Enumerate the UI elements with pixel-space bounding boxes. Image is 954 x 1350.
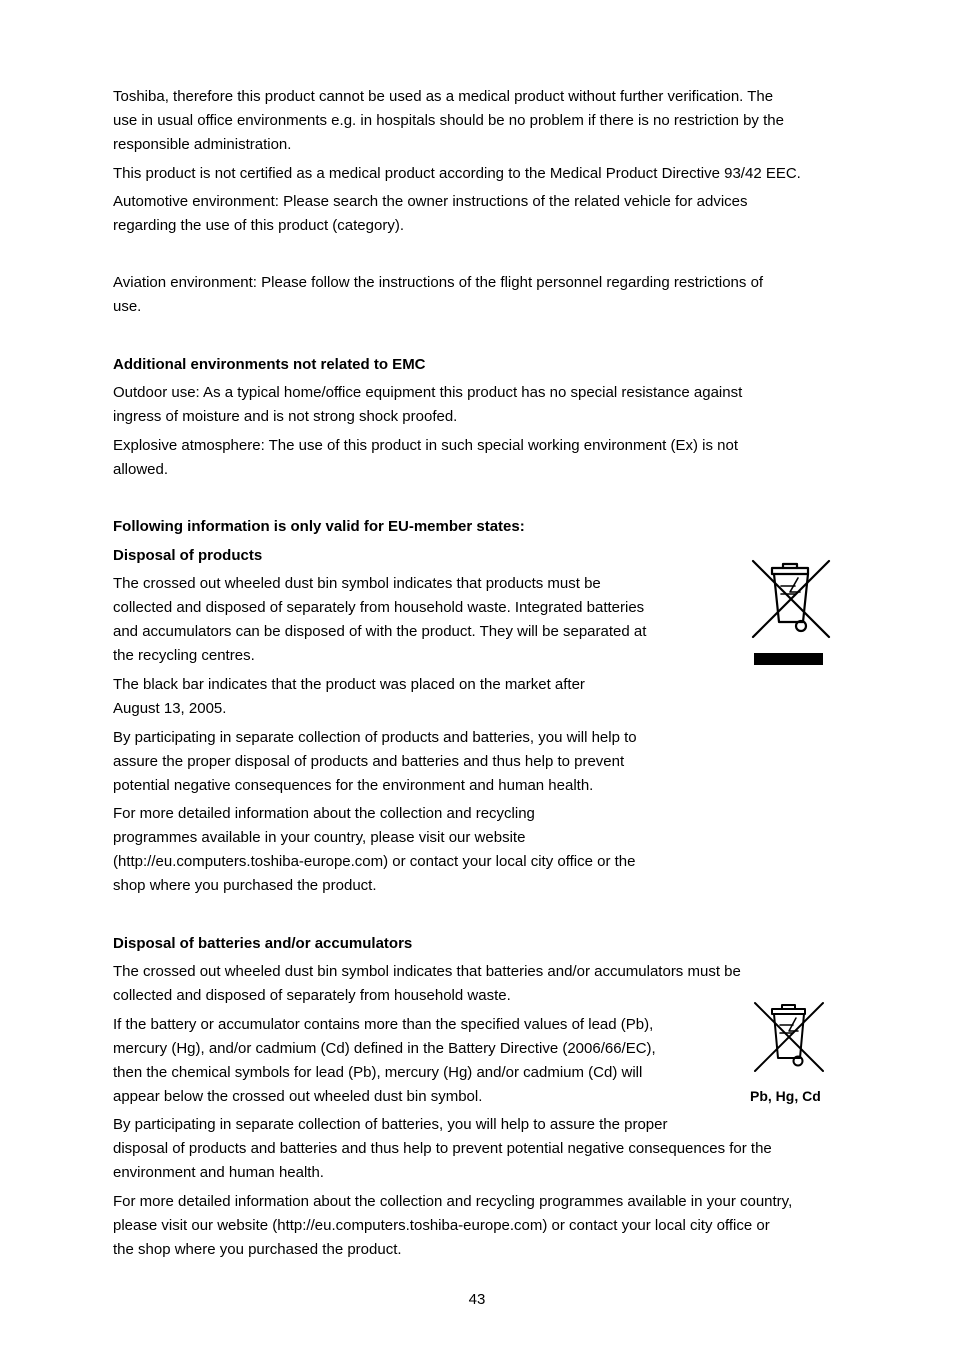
paragraph-automotive: Automotive environment: Please search the owner instructions of the related vehicle for advices regarding the use of this product (category). [113, 193, 748, 234]
heading-disposal-of-batteries: Disposal of batteries and/or accumulators [113, 935, 413, 952]
heading-additional-environments: Additional environments not related to EMC [113, 356, 426, 373]
heading-eu-member-states: Following information is only valid for EU-member states: [113, 518, 525, 535]
crossed-out-wheeled-bin-icon [750, 558, 832, 640]
paragraph-medical-certification: This product is not certified as a medical product according to the Medical Product Directive 93/42 EEC. [113, 165, 801, 182]
paragraph-separate-collection-products: By participating in separate collection of products and batteries, you will help to assure the proper disposal of products and batteries and thus help to prevent potential negative consequences for the environment and human health. [113, 729, 637, 794]
paragraph-black-bar: The black bar indicates that the product was placed on the market after August 13, 2005. [113, 676, 585, 717]
paragraph-bin-symbol-products: The crossed out wheeled dust bin symbol indicates that products must be collected and disposed of separately from household waste. Integrated batteries and accumulators can be disposed of with the product. They will be separated at the recycling centres. [113, 575, 647, 664]
paragraph-chemical-symbols: If the battery or accumulator contains more than the specified values of lead (Pb), mercury (Hg), and/or cadmium (Cd) defined in the Battery Directive (2006/66/EC), then the chemical symbols for lead (Pb), mercury (Hg) and/or cadmium (Cd) will appear below the crossed out wheeled dust bin symbol. [113, 1016, 656, 1105]
crossed-out-wheeled-bin-icon [752, 1000, 826, 1074]
paragraph-more-info-products: For more detailed information about the collection and recycling programmes available in your country, please visit our website (http://eu.computers.toshiba-europe.com) or contact your local city office or the shop where you purchased the product. [113, 805, 636, 894]
paragraph-aviation: Aviation environment: Please follow the instructions of the flight personnel regarding restrictions of use. [113, 274, 764, 315]
paragraph-outdoor-use: Outdoor use: As a typical home/office equipment this product has no special resistance against ingress of moisture and is not strong shock proofed. [113, 384, 743, 425]
battery-symbol-caption: Pb, Hg, Cd [750, 1088, 821, 1104]
paragraph-explosive-atmosphere: Explosive atmosphere: The use of this product in such special working environment (Ex) is not allowed. [113, 437, 739, 478]
paragraph-medical-verification: Toshiba, therefore this product cannot be used as a medical product without further verification. The use in usual office environments e.g. in hospitals should be no problem if there is no restriction by the responsible administration. [113, 88, 784, 153]
paragraph-bin-symbol-batteries: The crossed out wheeled dust bin symbol indicates that batteries and/or accumulators must be collected and disposed of separately from household waste. [113, 963, 741, 1004]
paragraph-more-info-batteries: For more detailed information about the collection and recycling programmes available in your country, please visit our website (http://eu.computers.toshiba-europe.com) or contact your local city office or the shop where you purchased the product. [113, 1193, 793, 1258]
paragraph-separate-collection-batteries: By participating in separate collection of batteries, you will help to assure the proper disposal of products and batteries and thus help to prevent potential negative consequences for the environment and human health. [113, 1116, 772, 1181]
black-bar-marker [754, 653, 823, 665]
page-number: 43 [468, 1291, 486, 1308]
heading-disposal-of-products: Disposal of products [113, 547, 263, 564]
